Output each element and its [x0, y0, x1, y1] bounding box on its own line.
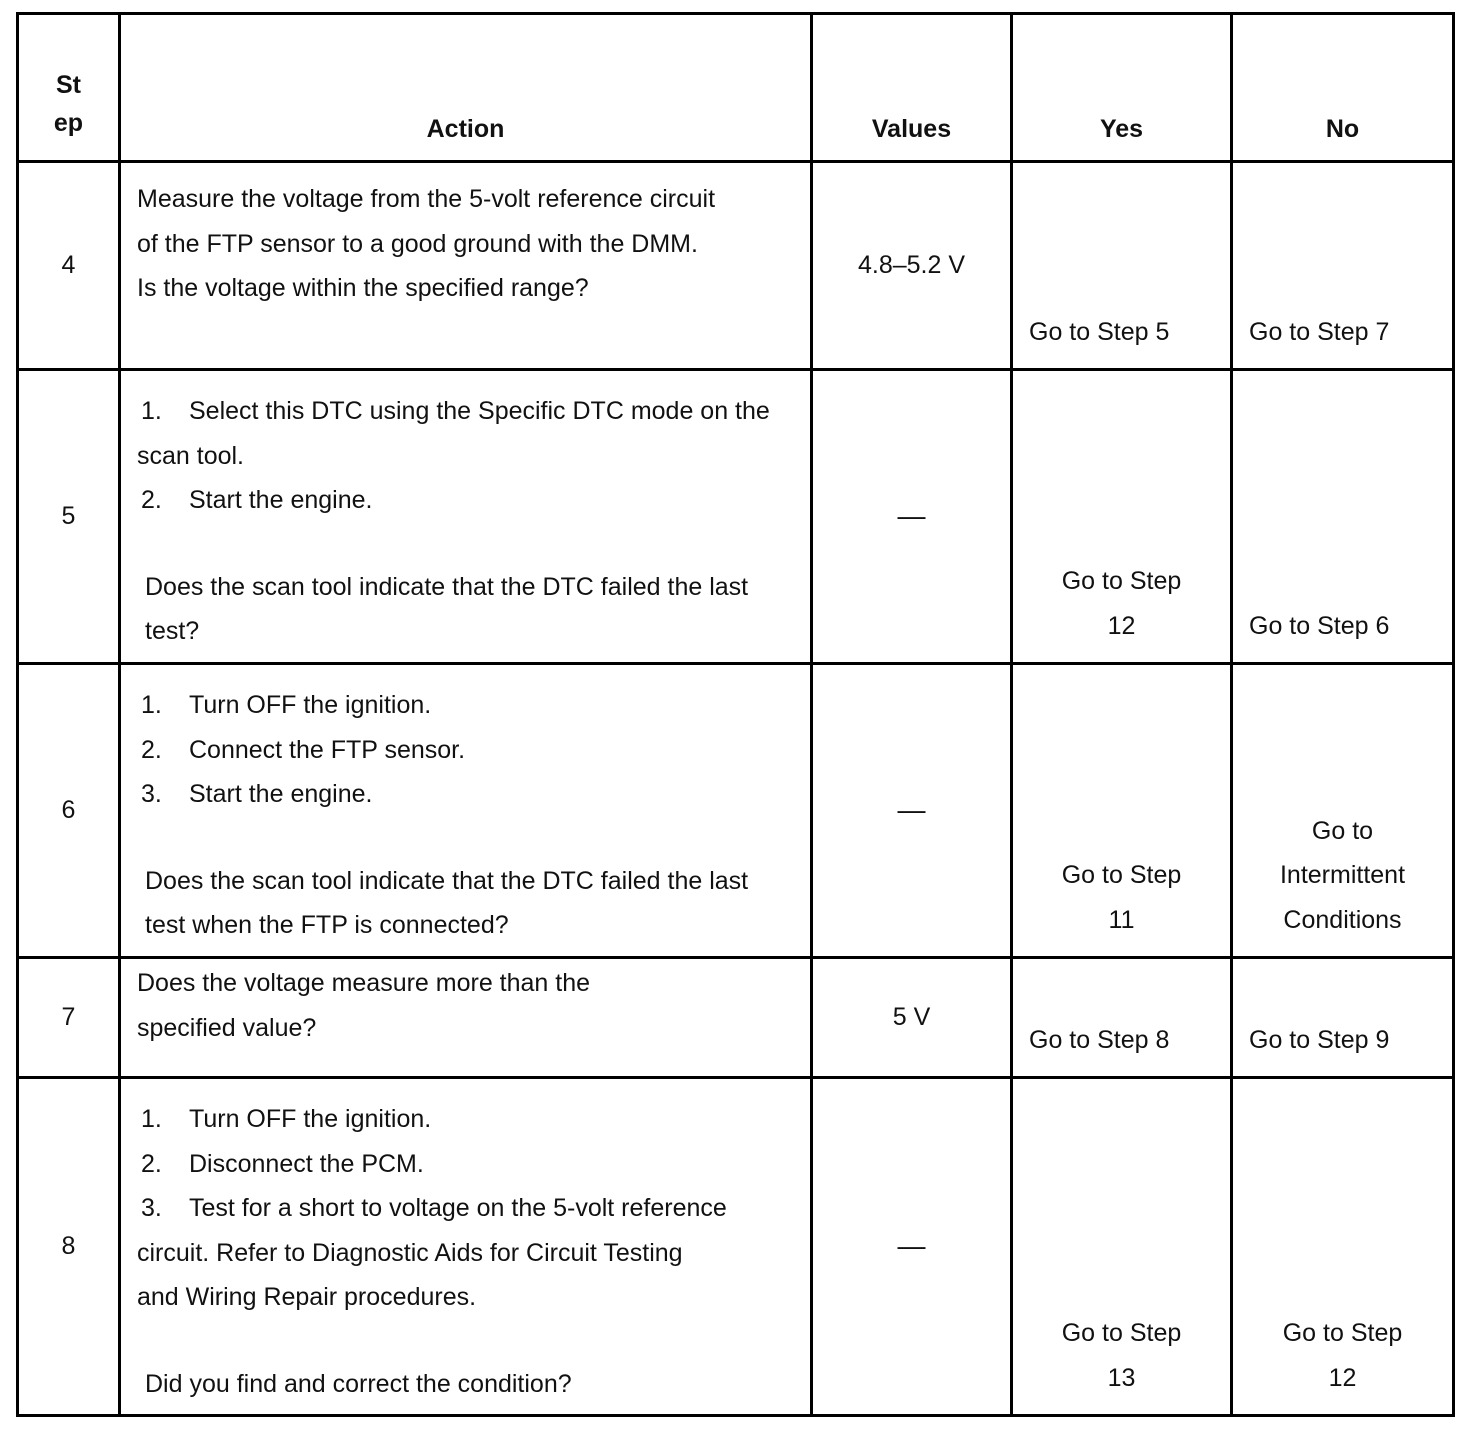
item-text: Select this DTC using the Specific DTC mode on the scan tool.: [137, 397, 770, 470]
item-text: Disconnect the PCM.: [189, 1149, 424, 1178]
item-number: 1.: [141, 397, 162, 425]
item-number: 2.: [141, 486, 162, 514]
action-cell: [120, 370, 812, 664]
action-item: [137, 389, 800, 478]
action-text: Does the voltage measure more than the specified value?: [137, 969, 591, 1042]
item-text: Start the engine.: [189, 486, 373, 514]
header-values: Values: [812, 14, 1012, 162]
table-row: [18, 958, 1454, 1078]
item-text: Turn OFF the ignition.: [189, 691, 432, 719]
action-item: [137, 1097, 800, 1142]
value-cell: —: [812, 370, 1012, 664]
item-number: 3.: [141, 780, 162, 808]
yes-cell: Go to Step 11: [1012, 664, 1232, 958]
action-item: [137, 772, 800, 817]
item-number: 2.: [141, 735, 162, 764]
item-text: Start the engine.: [189, 780, 373, 808]
yes-cell: Go to Step 8: [1012, 958, 1232, 1078]
step-number: 7: [18, 958, 120, 1078]
value-cell: —: [812, 664, 1012, 958]
no-cell: Go to Step 6: [1232, 370, 1454, 664]
table-row: [18, 370, 1454, 664]
table-row: [18, 664, 1454, 958]
item-number: 1.: [141, 1105, 162, 1133]
step-number: 4: [18, 162, 120, 370]
action-cell: [120, 664, 812, 958]
header-row: [18, 14, 1454, 162]
header-no: No: [1232, 14, 1454, 162]
value-cell: —: [812, 1078, 1012, 1416]
item-text: Test for a short to voltage on the 5-volt reference circuit. Refer to Diagnostic Aids for Circuit Testing and Wiring Repair procedures.: [137, 1194, 727, 1311]
header-step-line1: St: [56, 71, 81, 99]
step-number: 8: [18, 1078, 120, 1416]
action-question: Does the scan tool indicate that the DTC failed the last test when the FTP is connected?: [145, 866, 749, 939]
yes-cell: Go to Step 13: [1012, 1078, 1232, 1416]
action-question: Did you find and correct the condition?: [145, 1369, 572, 1398]
item-number: 2.: [141, 1149, 162, 1178]
header-action: Action: [120, 14, 812, 162]
header-step: [18, 14, 120, 162]
table-row: [18, 1078, 1454, 1416]
action-item: [137, 478, 800, 523]
header-step-line2: ep: [53, 109, 84, 137]
value-cell: 4.8–5.2 V: [812, 162, 1012, 370]
action-cell: [120, 162, 812, 370]
diagnostic-table: [16, 12, 1455, 1417]
yes-cell: Go to Step 12: [1012, 370, 1232, 664]
item-number: 3.: [141, 1194, 162, 1222]
action-question: Does the scan tool indicate that the DTC failed the last test?: [145, 572, 749, 645]
action-item: [137, 1186, 800, 1320]
action-item: [137, 728, 800, 773]
no-cell: Go to Step 12: [1232, 1078, 1454, 1416]
action-cell: [120, 958, 812, 1078]
no-cell: Go to Intermittent Conditions: [1232, 664, 1454, 958]
item-text: Connect the FTP sensor.: [189, 735, 466, 764]
item-number: 1.: [141, 691, 162, 719]
step-number: 6: [18, 664, 120, 958]
action-cell: [120, 1078, 812, 1416]
value-cell: 5 V: [812, 958, 1012, 1078]
action-text: Measure the voltage from the 5-volt reference circuit of the FTP sensor to a good ground with the DMM. Is the voltage within the specified range?: [137, 185, 716, 302]
table-row: [18, 162, 1454, 370]
no-cell: Go to Step 7: [1232, 162, 1454, 370]
no-cell: Go to Step 9: [1232, 958, 1454, 1078]
action-item: [137, 683, 800, 728]
step-number: 5: [18, 370, 120, 664]
yes-cell: Go to Step 5: [1012, 162, 1232, 370]
header-yes: Yes: [1012, 14, 1232, 162]
action-item: [137, 1142, 800, 1187]
item-text: Turn OFF the ignition.: [189, 1105, 432, 1133]
